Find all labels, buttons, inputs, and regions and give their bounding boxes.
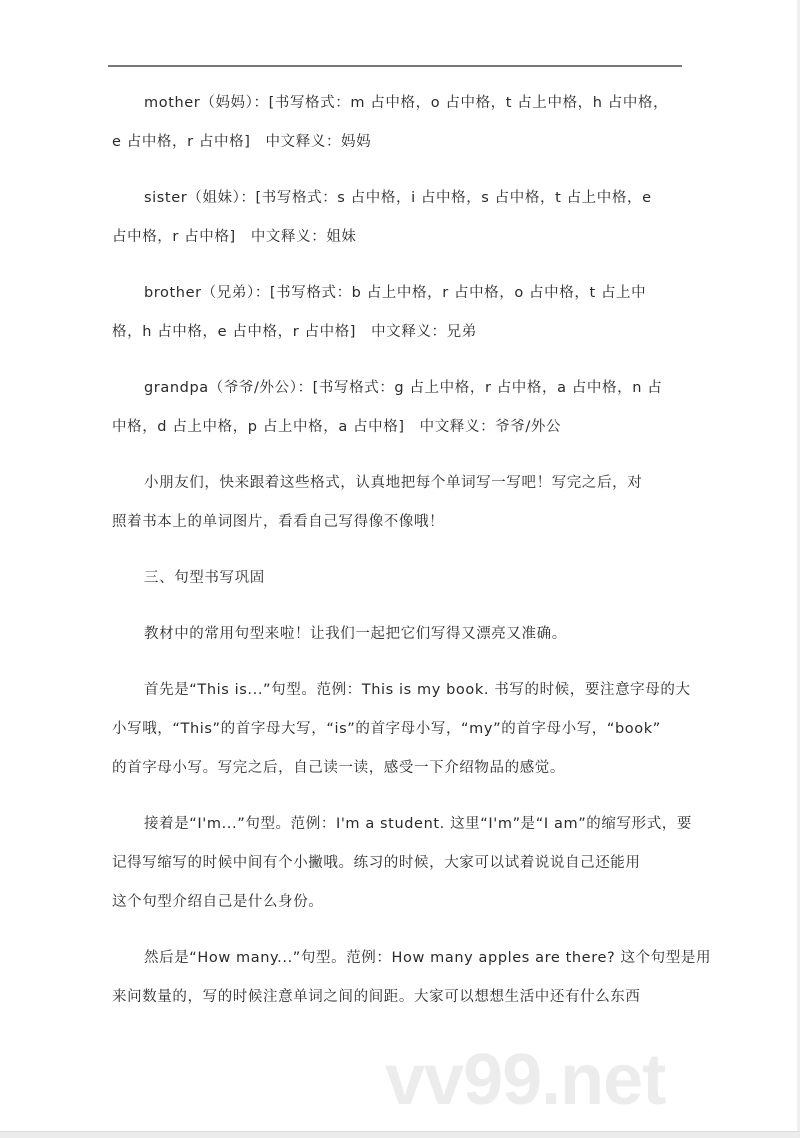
header-rule xyxy=(108,65,682,67)
paragraph xyxy=(112,675,691,792)
paragraph-line: 照着书本上的单词图片，看看自己写得像不像哦！ xyxy=(112,514,445,530)
paragraph-line: grandpa（爷爷/外公）：[书写格式：g 占上中格，r 占中格，a 占中格，n 占 xyxy=(144,380,663,396)
paragraph-line: 首先是“This is...”句型。范例：This is my book. 书写的时候，要注意字母的大 xyxy=(144,682,691,698)
paragraph xyxy=(112,88,684,166)
paragraph-line: 中格，d 占上中格，p 占上中格，a 占中格] 中文释义：爷爷/外公 xyxy=(112,419,562,435)
paragraph-line: 教材中的常用句型来啦！让我们一起把它们写得又漂亮又准确。 xyxy=(144,626,567,642)
paragraph xyxy=(112,468,684,546)
paragraph-line: brother（兄弟）：[书写格式：b 占上中格，r 占中格，o 占中格，t 占上中 xyxy=(144,285,647,301)
paragraph-line: 这个句型介绍自己是什么身份。 xyxy=(112,894,324,910)
paragraph-line: 记得写缩写的时候中间有个小撇哦。练习的时候，大家可以试着说说自己还能用 xyxy=(112,855,641,871)
paragraph-line: 的首字母小写。写完之后，自己读一读，感受一下介绍物品的感觉。 xyxy=(112,760,565,776)
paragraph-line: e 占中格，r 占中格] 中文释义：妈妈 xyxy=(112,134,372,150)
paragraph-line: 接着是“I'm...”句型。范例：I'm a student. 这里“I'm”是“I am”的缩写形式，要 xyxy=(144,816,693,832)
paragraph xyxy=(112,943,712,1021)
paragraph-line: 三、句型书写巩固 xyxy=(144,570,265,586)
paragraph-line: 然后是“How many...”句型。范例：How many apples are there? 这个句型是用 xyxy=(144,950,712,966)
paragraph-line: 占中格，r 占中格] 中文释义：姐妹 xyxy=(112,229,357,245)
paragraph-line: mother（妈妈）：[书写格式：m 占中格，o 占中格，t 占上中格，h 占中格， xyxy=(144,95,669,111)
paragraph xyxy=(112,563,684,602)
document-body xyxy=(112,88,712,1038)
paragraph-line: sister（姐妹）：[书写格式：s 占中格，i 占中格，s 占中格，t 占上中格，e xyxy=(144,190,652,206)
paragraph-line: 小朋友们，快来跟着这些格式，认真地把每个单词写一写吧！写完之后，对 xyxy=(144,475,643,491)
watermark: vv99.net xyxy=(385,1040,666,1120)
paragraph-line: 格，h 占中格，e 占中格，r 占中格] 中文释义：兄弟 xyxy=(112,324,477,340)
paragraph xyxy=(112,183,684,261)
paragraph xyxy=(112,809,693,926)
paragraph xyxy=(112,373,684,451)
paragraph-line: 小写哦，“This”的首字母大写，“is”的首字母小写，“my”的首字母小写，“book” xyxy=(112,721,661,737)
paragraph xyxy=(112,619,684,658)
paragraph-line: 来问数量的，写的时候注意单词之间的间距。大家可以想想生活中还有什么东西 xyxy=(112,989,641,1005)
paragraph xyxy=(112,278,684,356)
